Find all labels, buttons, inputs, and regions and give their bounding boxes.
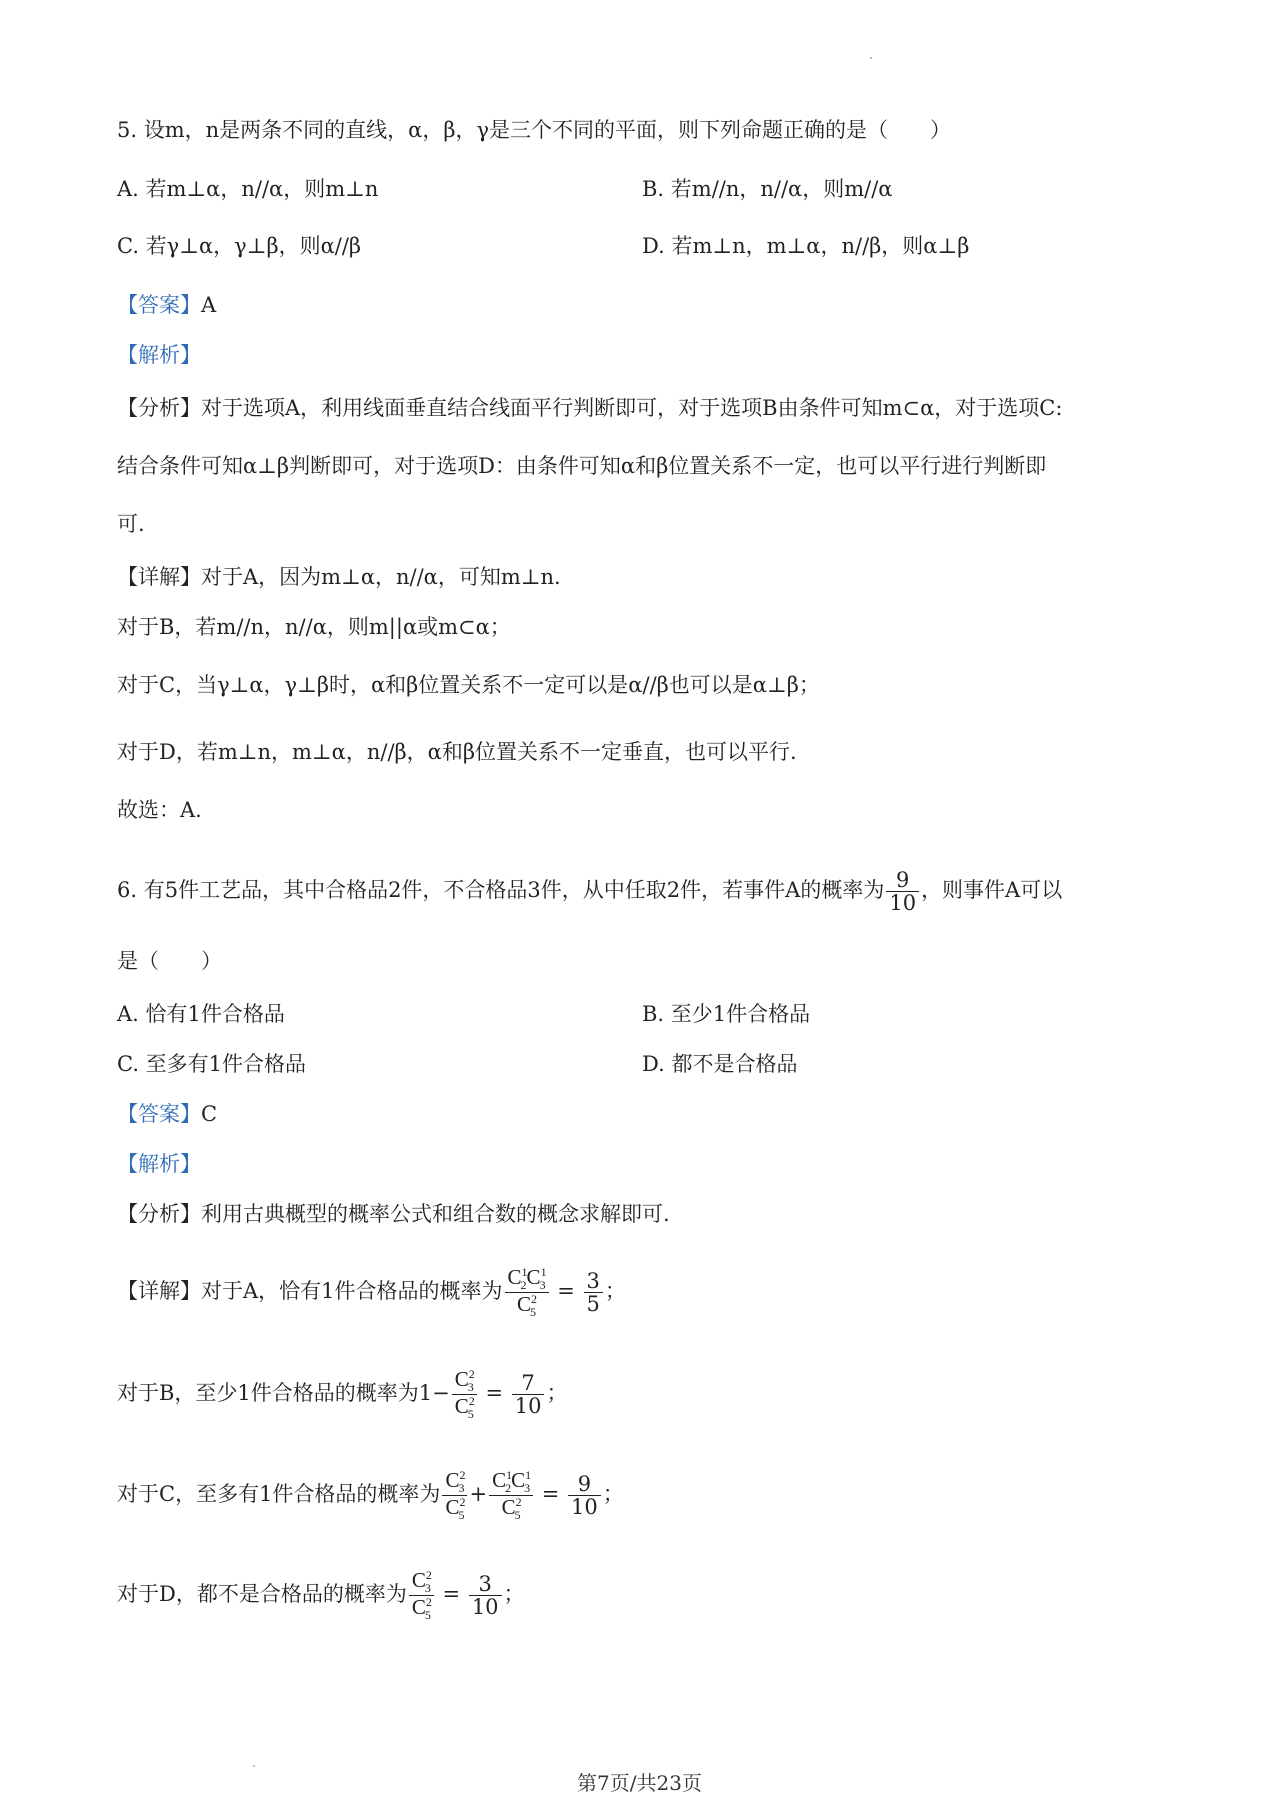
- q6-detail-d-text: 对于D，都不是合格品的概率为: [117, 1582, 407, 1606]
- q6-stem-text-b: ，则事件A可以: [921, 878, 1063, 902]
- scan-speck: [870, 57, 872, 59]
- q5-stem: 5. 设m，n是两条不同的直线，α，β，γ是三个不同的平面，则下列命题正确的是（ ）: [117, 118, 952, 142]
- q5-analysis-line-2: 结合条件可知α⊥β判断即可，对于选项D：由条件可知α和β位置关系不一定，也可以平行进行判断即: [117, 454, 1047, 478]
- q5-analysis-tag: 【分析】: [117, 396, 201, 420]
- q6-analysis-text: 利用古典概型的概率公式和组合数的概念求解即可.: [201, 1202, 670, 1226]
- q5-option-c: C. 若γ⊥α，γ⊥β，则α//β: [117, 234, 362, 258]
- q5-analysis-text-1: 对于选项A，利用线面垂直结合线面平行判断即可，对于选项B由条件可知m⊂α，对于选项C:: [201, 396, 1063, 420]
- q5-option-d: D. 若m⊥n，m⊥α，n//β，则α⊥β: [642, 234, 970, 258]
- q6-stem-fraction: [886, 869, 919, 914]
- q6-analysis-tag: 【分析】: [117, 1202, 201, 1226]
- q5-jiexi-tag: 【解析】: [117, 343, 201, 367]
- q6-analysis-line: [117, 1199, 670, 1229]
- q6-detail-a: 【详解】对于A，恰有1件合格品的概率为 $\frac{C^1_2C^1_3}{C^2_5}$ = $\frac{3}{5}$ ；: [117, 1265, 626, 1320]
- q5-answer: A: [201, 293, 217, 317]
- q5-option-a: A. 若m⊥α，n//α，则m⊥n: [117, 177, 379, 201]
- combination-fraction: $\frac{C^2_3}{C^2_5}$: [452, 1368, 477, 1421]
- q6-detail-c-text: 对于C，至多有1件合格品的概率为: [117, 1482, 441, 1506]
- result-fraction: $\frac{3}{5}$: [584, 1270, 603, 1315]
- fraction-denominator: 10: [889, 891, 917, 915]
- q6-detail-a-text: 对于A，恰有1件合格品的概率为: [201, 1279, 503, 1303]
- q5-answer-tag: 【答案】: [117, 293, 201, 317]
- q6-option-c: C. 至多有1件合格品: [117, 1052, 307, 1076]
- q6-detail-d: 对于D，都不是合格品的概率为 $\frac{C^2_3}{C^2_5}$ = $\frac{3}{10}$ ；: [117, 1568, 525, 1623]
- q6-stem-line-1: [117, 858, 1062, 922]
- combination-fraction: $\frac{C^2_3}{C^2_5}$: [409, 1569, 434, 1622]
- q5-detail-line-2: 对于B，若m//n，n//α，则m||α或m⊂α；: [117, 615, 511, 639]
- q5-detail-text-1: 对于A，因为m⊥α，n//α，可知m⊥n.: [201, 565, 561, 589]
- combination-fraction: $\frac{C^2_3}{C^2_5}$: [442, 1469, 467, 1522]
- q6-answer-tag: 【答案】: [117, 1102, 201, 1126]
- q6-answer: C: [201, 1102, 218, 1126]
- q6-stem-text-a: 6. 有5件工艺品，其中合格品2件，不合格品3件，从中任取2件，若事件A的概率为: [117, 878, 885, 902]
- result-fraction: $\frac{9}{10}$: [568, 1473, 601, 1518]
- q5-option-b: B. 若m//n，n//α，则m//α: [642, 177, 893, 201]
- q5-detail-tag: 【详解】: [117, 565, 201, 589]
- q5-analysis-line-3: 可.: [117, 512, 145, 536]
- q5-answer-row: [117, 290, 216, 320]
- q6-detail-tag: 【详解】: [117, 1279, 201, 1303]
- page-footer: 第7页/共23页: [577, 1771, 702, 1795]
- q5-analysis-line-1: [117, 393, 1062, 423]
- q5-conclusion: 故选：A.: [117, 798, 202, 822]
- q5-detail-line-4: 对于D，若m⊥n，m⊥α，n//β，α和β位置关系不一定垂直，也可以平行.: [117, 740, 797, 764]
- q6-stem-line-2: 是（ ）: [117, 949, 222, 973]
- fraction-numerator: 9: [886, 869, 919, 892]
- q6-option-d: D. 都不是合格品: [642, 1052, 798, 1076]
- q6-option-b: B. 至少1件合格品: [642, 1002, 811, 1026]
- q6-option-a: A. 恰有1件合格品: [117, 1002, 285, 1026]
- q5-detail-line-1: [117, 562, 561, 592]
- q6-answer-row: [117, 1099, 217, 1129]
- q6-jiexi-tag: 【解析】: [117, 1152, 201, 1176]
- q6-detail-b-text: 对于B，至少1件合格品的概率为: [117, 1381, 419, 1405]
- q6-detail-c: 对于C，至多有1件合格品的概率为 $\frac{C^2_3}{C^2_5}$ + $\frac{C^1_2C^1_3}{C^2_5}$ = $\frac{9}{10}$ ；: [117, 1468, 624, 1523]
- combination-fraction: $\frac{C^1_2C^1_3}{C^2_5}$: [505, 1266, 549, 1319]
- result-fraction: $\frac{7}{10}$: [512, 1372, 545, 1417]
- q5-detail-line-3: 对于C，当γ⊥α，γ⊥β时，α和β位置关系不一定可以是α//β也可以是α⊥β；: [117, 673, 820, 697]
- result-fraction: $\frac{3}{10}$: [469, 1573, 502, 1618]
- q6-detail-b: 对于B，至少1件合格品的概率为1− $\frac{C^2_3}{C^2_5}$ = $\frac{7}{10}$ ；: [117, 1367, 568, 1422]
- combination-fraction: $\frac{C^1_2C^1_3}{C^2_5}$: [489, 1469, 533, 1522]
